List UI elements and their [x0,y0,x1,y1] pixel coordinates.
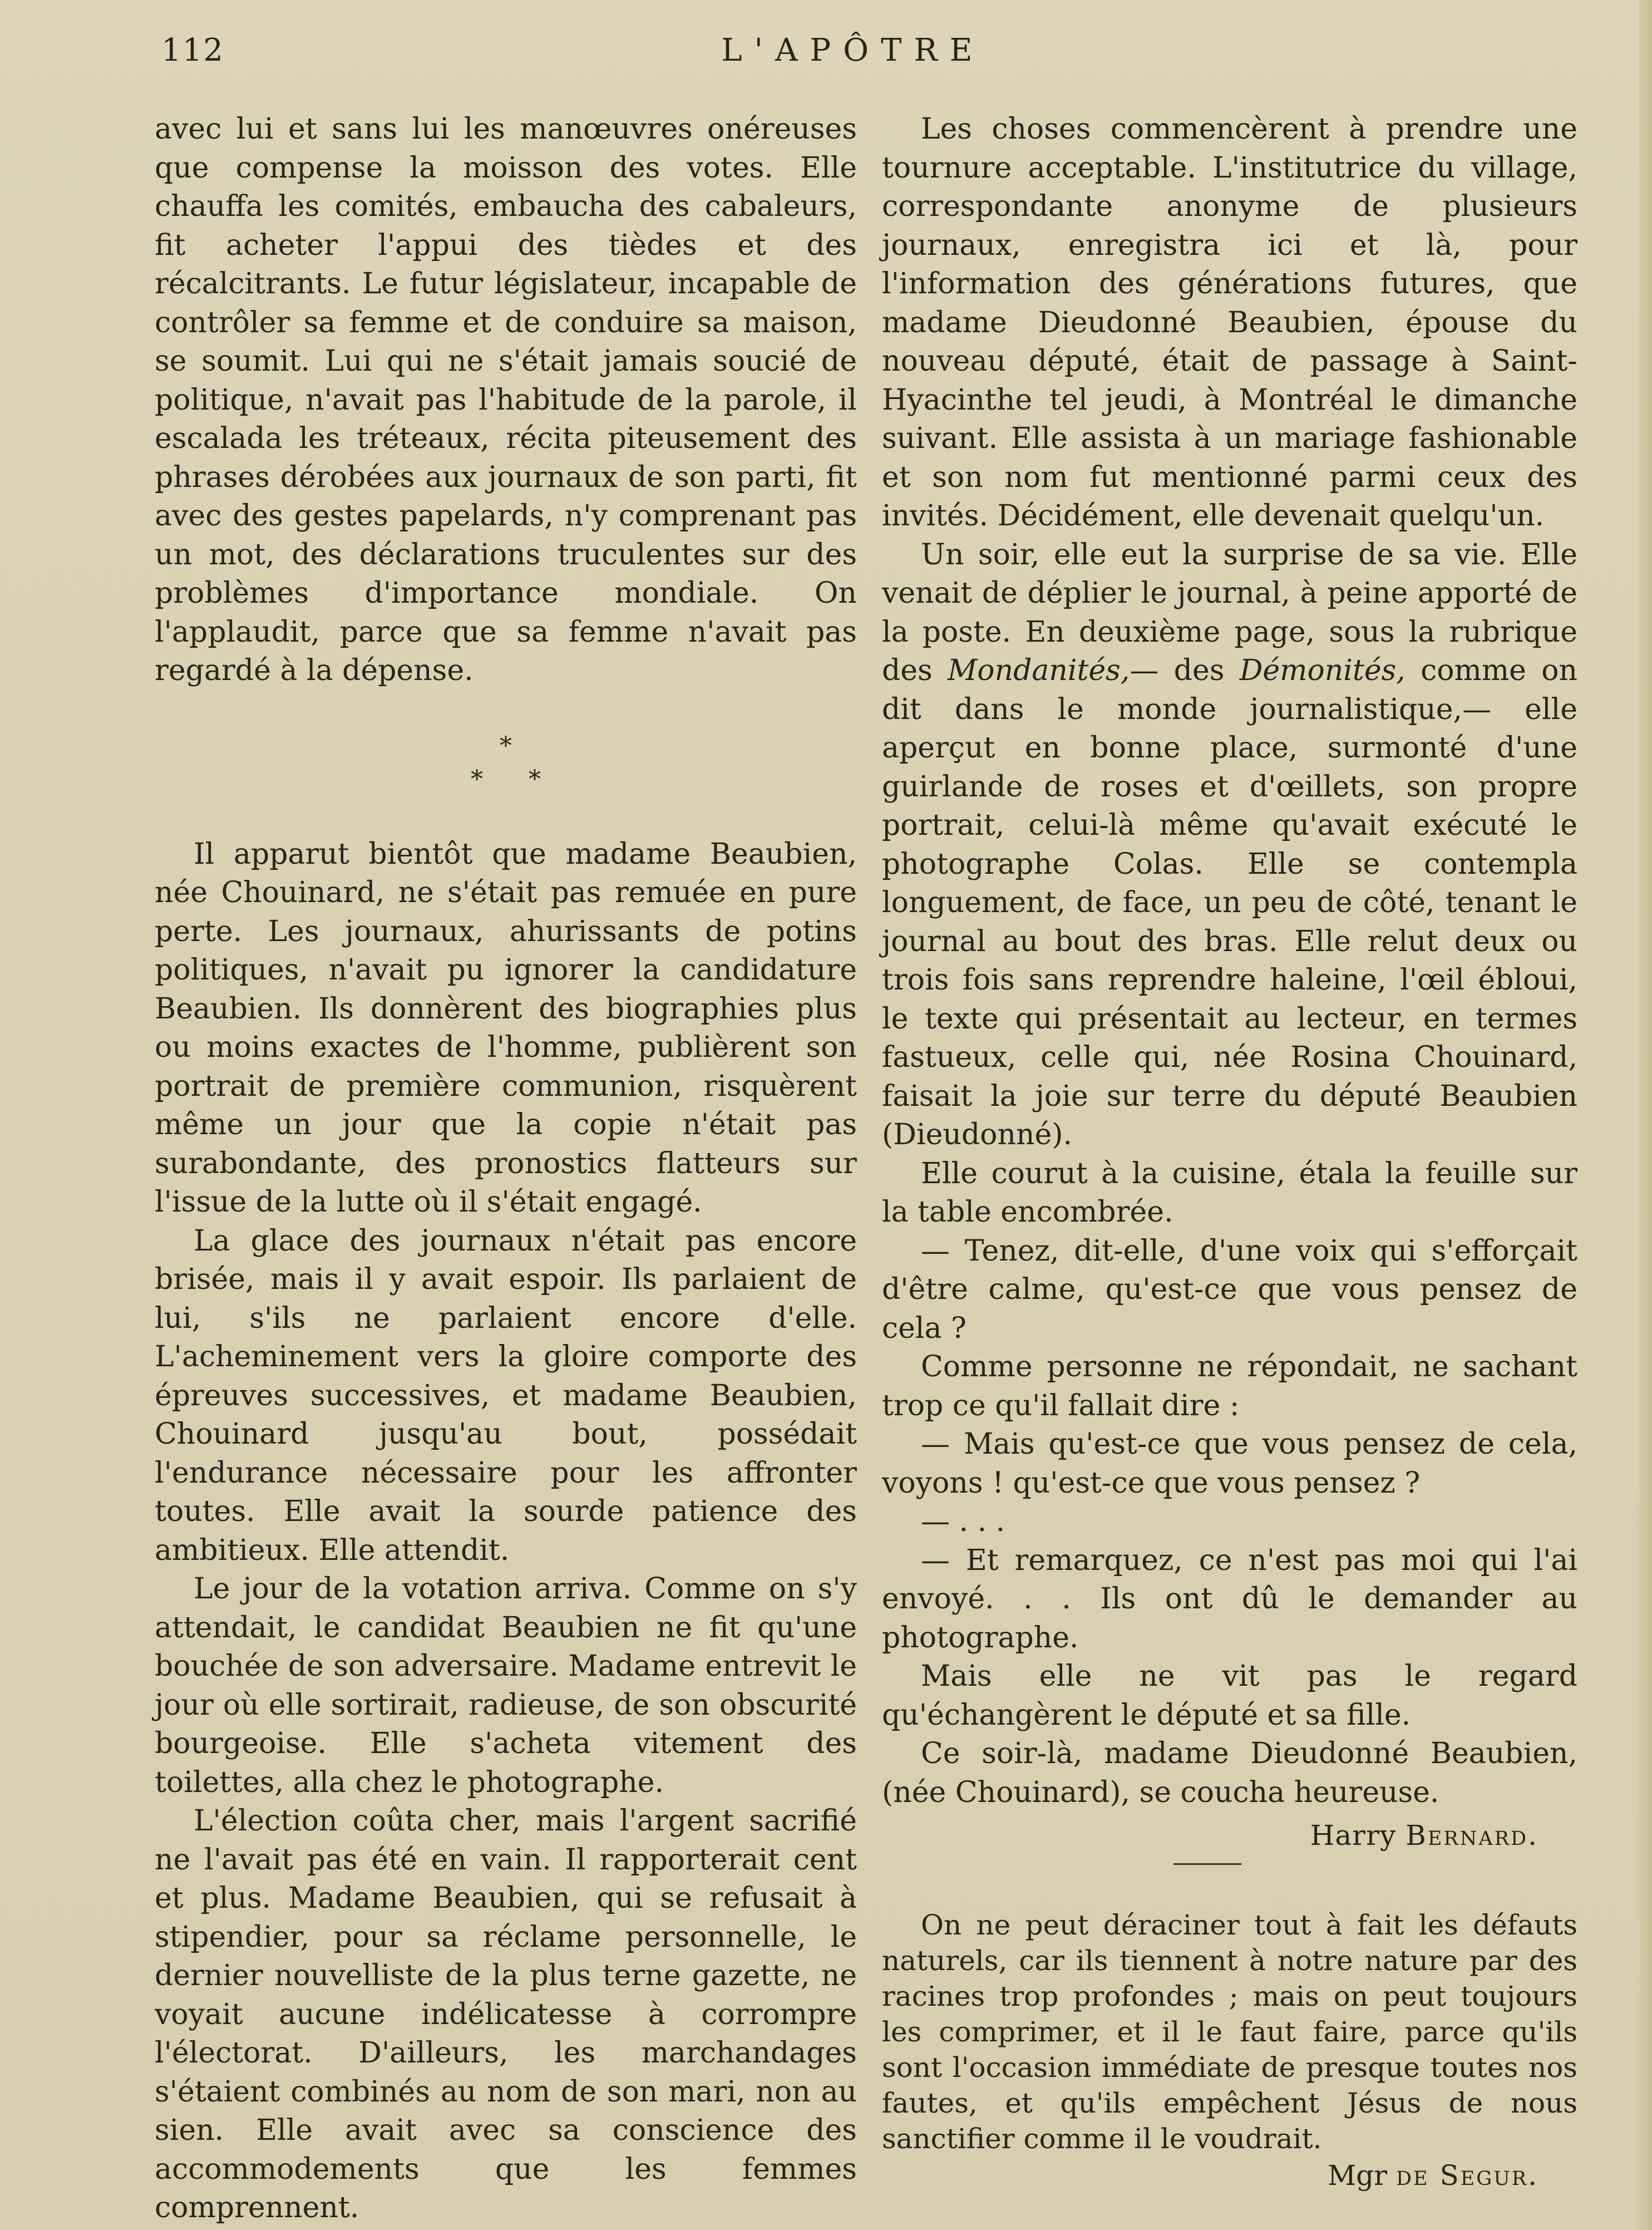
quote-signature [882,2158,1538,2193]
author-first-name: Harry [1310,1819,1397,1852]
right-paragraph-8: — Et remarquez, ce n'est pas moi qui l'ai envoyé. . . Ils ont dû le demander au photographe. [882,1543,1577,1655]
author-last-name: Bernard. [1406,1819,1538,1852]
quote-text: On ne peut déraciner tout à fait les défauts naturels, car ils tiennent à notre nature par des racines trop profondes ; mais on peut toujours les comprimer, et il le faut faire, parce qu'ils sont l'occasion immédiate de presque toutes nos fautes, et qu'ils empêchent Jésus de nous sanctifier comme il le voudrait. [882,1908,1577,2155]
right-paragraph-10: Ce soir-là, madame Dieudonné Beaubien, (née Chouinard), se coucha heureuse. [882,1737,1577,1809]
author-signature [882,1817,1538,1855]
right-column [882,110,1577,2193]
right-paragraph-1: Les choses commencèrent à prendre une tournure acceptable. L'institutrice du village, correspondante anonyme de plusieurs journaux, enregistra ici et là, pour l'information des générations futures, que madame Dieudonné Beaubien, épouse du nouveau député, était de passage à Saint-Hyacinthe tel jeudi, à Montréal le dimanche suivant. Elle assista à un mariage fashionable et son nom fut mentionné parmi ceux des invités. Décidément, elle devenait quelqu'un. [882,112,1577,533]
page-header [155,32,1551,77]
right-paragraph-2-middle: — des [1130,654,1240,687]
section-rule [1173,1863,1241,1865]
mondanites-term: Mondanités, [948,654,1130,687]
demonites-term: Démonités, [1239,654,1406,687]
asterism-divider [155,730,857,796]
right-paragraph-2 [882,536,1577,1155]
quote-author-name: de Segur. [1395,2159,1538,2192]
left-paragraph-4: Le jour de la votation arriva. Comme on s'y attendait, le candidat Beaubien ne fit qu'une bouchée de son adversaire. Madame entrevit le jour où elle sortirait, radieuse, de son obscurité bourgeoise. Elle s'acheta vitement des toilettes, alla chez le photographe. [155,1572,857,1799]
running-title: L'APÔTRE [721,32,985,68]
page-number: 112 [161,32,224,68]
right-paragraph-2-start: Un soir, elle eut la surprise de sa vie. Elle venait de déplier le journal, à peine apporté de la poste. En deuxième page, sous la rubrique des [882,538,1577,687]
asterism-top: * [500,731,512,760]
right-paragraph-7: — . . . [921,1505,1005,1538]
right-paragraph-4: — Tenez, dit-elle, d'une voix qui s'efforçait d'être calme, qu'est-ce que vous pensez de cela ? [882,1234,1577,1345]
right-paragraph-2-end: comme on dit dans le monde journalistique,— elle aperçut en bonne place, surmonté d'une guirlande de roses et d'œillets, son propre portrait, celui-là même qu'avait exécuté le photographe Colas. Elle se contempla longuement, de face, un peu de côté, tenant le journal au bout des bras. Elle relut deux ou trois fois sans reprendre haleine, l'œil ébloui, le texte qui présentait au lecteur, en termes fastueux, celle qui, née Rosina Chouinard, faisait la joie sur terre du député Beaubien (Dieudonné). [882,654,1578,1151]
asterism-bottom: * * [471,765,560,794]
left-paragraph-2: Il apparut bientôt que madame Beaubien, née Chouinard, ne s'était pas remuée en pure perte. Les journaux, ahurissants de potins politiques, n'avait pu ignorer la candidature Beaubien. Ils donnèrent des biographies plus ou moins exactes de l'homme, publièrent son portrait de première communion, risquèrent même un jour que la copie n'était pas surabondante, des pronostics flatteurs sur l'issue de la lutte où il s'était engagé. [155,837,857,1219]
left-paragraph-5: L'élection coûta cher, mais l'argent sacrifié ne l'avait pas été en vain. Il rapporterait cent et plus. Madame Beaubien, qui se refusait à stipendier, pour sa réclame personnelle, le dernier nouvelliste de la plus terne gazette, ne voyait aucune indélicatesse à corrompre l'électorat. D'ailleurs, les marchandages s'étaient combinés au nom de son mari, non au sien. Elle avait avec sa conscience des accommodements que les femmes comprennent. [155,1804,857,2224]
right-paragraph-9: Mais elle ne vit pas le regard qu'échangèrent le député et sa fille. [882,1660,1577,1732]
right-paragraph-5: Comme personne ne répondait, ne sachant trop ce qu'il fallait dire : [882,1350,1577,1422]
right-paragraph-6: — Mais qu'est-ce que vous pensez de cela, voyons ! qu'est-ce que vous pensez ? [882,1427,1577,1500]
right-paragraph-3: Elle courut à la cuisine, étala la feuille sur la table encombrée. [882,1156,1577,1229]
page-edge-shadow [1639,0,1652,2230]
left-paragraph-3: La glace des journaux n'était pas encore brisée, mais il y avait espoir. Ils parlaient de lui, s'ils ne parlaient encore d'elle. L'acheminement vers la gloire comporte des épreuves successives, et madame Beaubien, Chouinard jusqu'au bout, possédait l'endurance nécessaire pour les affronter toutes. Elle avait la sourde patience des ambitieux. Elle attendit. [155,1224,857,1567]
left-paragraph-1: avec lui et sans lui les manœuvres onéreuses que compense la moisson des votes. Elle chauffa les comités, embaucha des cabaleurs, fit acheter l'appui des tièdes et des récalcitrants. Le futur législateur, incapable de contrôler sa femme et de conduire sa maison, se soumit. Lui qui ne s'était jamais soucié de politique, n'avait pas l'habitude de la parole, il escalada les tréteaux, récita piteusement des phrases dérobées aux journaux de son parti, fit avec des gestes papelards, n'y comprenant pas un mot, des déclarations truculentes sur des problèmes d'importance mondiale. On l'applaudit, parce que sa femme n'avait pas regardé à la dépense. [155,112,857,687]
quote-block [882,1907,1577,2193]
quote-author-title: Mgr [1327,2159,1388,2192]
left-column [155,110,857,2228]
